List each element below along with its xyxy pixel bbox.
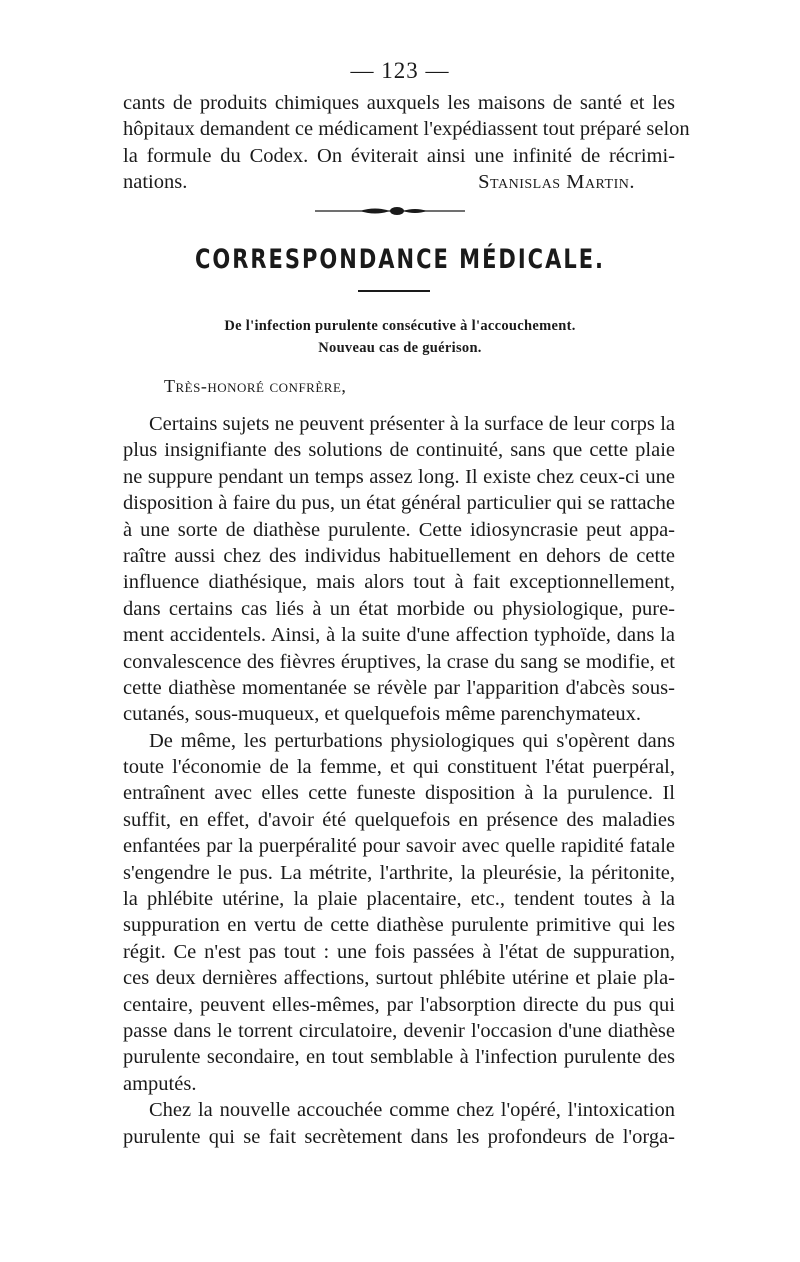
salutation: Très-honoré confrère, bbox=[164, 376, 347, 396]
text-line: passe dans le torrent circulatoire, devenir l'occasion d'une diathèse bbox=[123, 1019, 675, 1042]
page-number: — 123 — bbox=[350, 58, 450, 83]
text-line: ne suppure pendant un temps assez long. Il existe chez ceux-ci une bbox=[123, 465, 675, 488]
text-line: régit. Ce n'est pas tout : une fois passées à l'état de suppuration, bbox=[123, 940, 675, 963]
text-line: plus insignifiante des solutions de continuité, sans que cette plaie bbox=[123, 439, 675, 462]
text-line: cutanés, sous-muqueux, et quelquefois même parenchymateux. bbox=[123, 703, 642, 726]
text-line: convalescence des fièvres éruptives, la crase du sang se modifie, et bbox=[123, 650, 675, 673]
text-line: dans certains cas liés à un état morbide ou physiologique, pure- bbox=[123, 597, 675, 620]
text-line-with-signature bbox=[123, 169, 675, 195]
text-line: ces deux dernières affections, surtout phlébite utérine et plaie pla- bbox=[123, 967, 675, 990]
section-title: CORRESPONDANCE MÉDICALE. bbox=[194, 244, 606, 274]
text-line: cette diathèse momentanée se révèle par l'apparition d'abcès sous- bbox=[123, 676, 675, 699]
text-line: Certains sujets ne peuvent présenter à la surface de leur corps la bbox=[149, 413, 675, 435]
text-line: hôpitaux demandent ce médicament l'expédiassent tout préparé selon bbox=[123, 118, 690, 141]
text-line: s'engendre le pus. La métrite, l'arthrite, la pleurésie, la péritonite, bbox=[123, 861, 675, 884]
text-line: amputés. bbox=[123, 1072, 197, 1095]
text-line: centaire, peuvent elles-mêmes, par l'absorption directe du pus qui bbox=[123, 993, 675, 1016]
article-subtitle-line1: De l'infection purulente consécutive à l'accouchement. bbox=[224, 318, 576, 334]
text-line: raître aussi chez des individus habituellement en dehors de cette bbox=[123, 544, 675, 567]
ornament-divider bbox=[315, 205, 465, 217]
text-line: influence diathésique, mais alors tout à fait exceptionnellement, bbox=[123, 571, 675, 594]
text-line: à une sorte de diathèse purulente. Cette idiosyncrasie peut appa- bbox=[123, 518, 675, 541]
text-line: purulente secondaire, en tout semblable à l'infection purulente des bbox=[123, 1046, 675, 1069]
text-line: suppuration en vertu de cette diathèse purulente primitive qui les bbox=[123, 914, 675, 937]
text-line: la formule du Codex. On éviterait ainsi une infinité de récrimi- bbox=[123, 144, 675, 167]
author-signature: Stanislas Martin. bbox=[478, 171, 635, 194]
text-line: purulente qui se fait secrètement dans les profondeurs de l'orga- bbox=[123, 1125, 675, 1148]
text-line: enfantées par la puerpéralité pour savoir avec quelle rapidité fatale bbox=[123, 835, 675, 858]
top-paragraph bbox=[123, 90, 690, 196]
text-line: Chez la nouvelle accouchée comme chez l'opéré, l'intoxication bbox=[149, 1099, 675, 1122]
text-line: disposition à faire du pus, un état général particulier qui se rattache bbox=[123, 492, 675, 515]
article-subtitle-line2: Nouveau cas de guérison. bbox=[318, 340, 482, 356]
title-rule bbox=[358, 290, 430, 292]
paragraph-1 bbox=[123, 411, 675, 1150]
text-line: De même, les perturbations physiologiques qui s'opèrent dans bbox=[149, 729, 675, 752]
text-line: suffit, en effet, d'avoir été quelquefois en présence des maladies bbox=[123, 808, 675, 831]
text-line: entraînent avec elles cette funeste disposition à la purulence. Il bbox=[123, 782, 675, 805]
text-line: la phlébite utérine, la plaie placentaire, etc., tendent toutes à la bbox=[123, 888, 675, 911]
text-line: ment accidentels. Ainsi, à la suite d'une affection typhoïde, dans la bbox=[123, 624, 675, 647]
text-line: nations. bbox=[123, 171, 188, 194]
text-line: cants de produits chimiques auxquels les maisons de santé et les bbox=[123, 92, 675, 114]
text-line: toute l'économie de la femme, et qui constituent l'état puerpéral, bbox=[123, 756, 675, 779]
